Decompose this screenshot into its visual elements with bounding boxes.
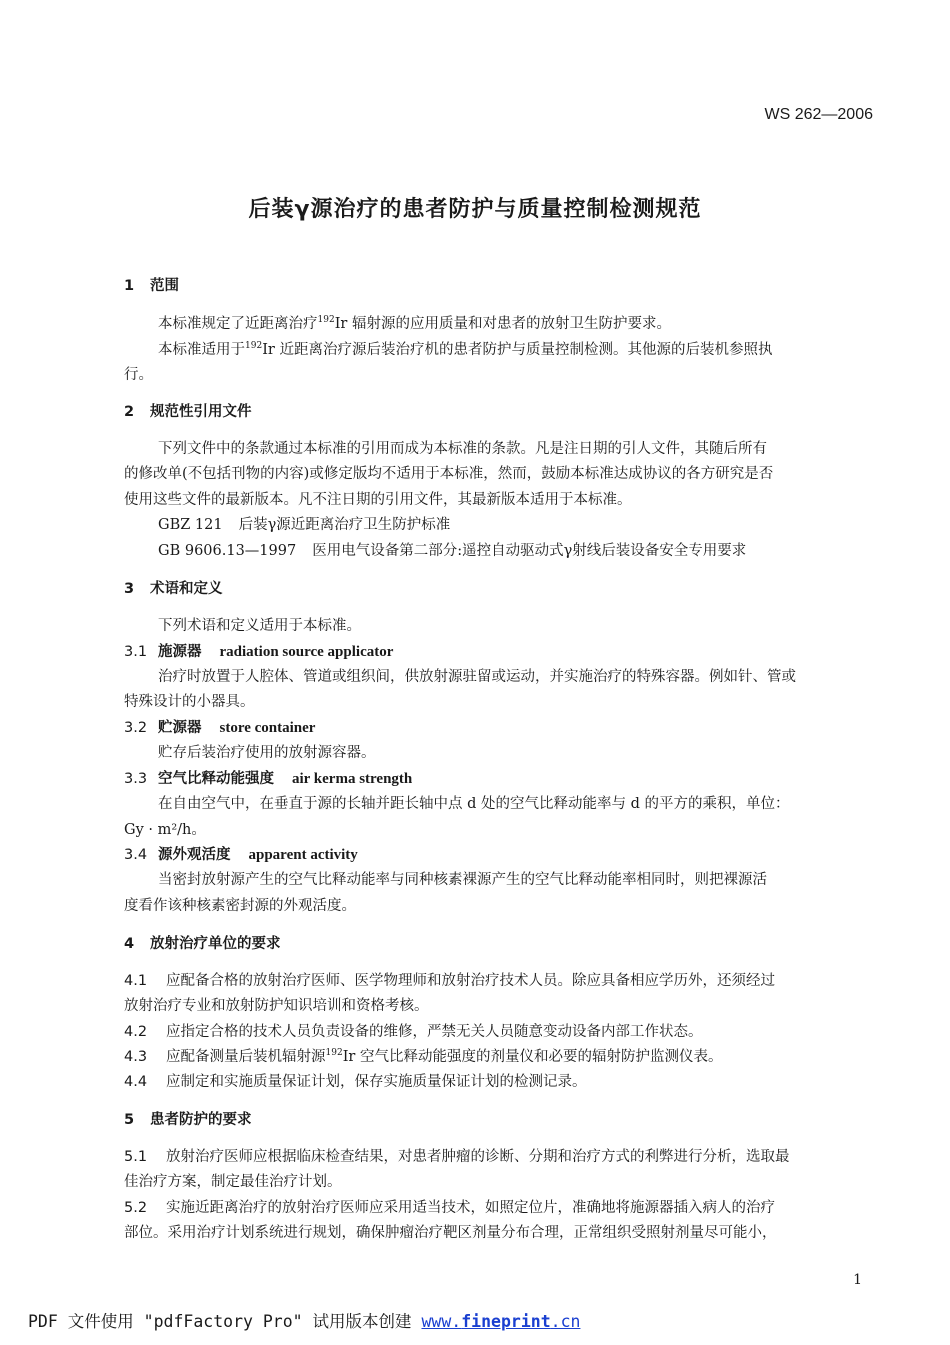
superscript: 192 <box>245 341 263 351</box>
clause-4-4 <box>124 1070 587 1091</box>
section-number: 5 <box>124 1112 135 1128</box>
term-3-3-def-line-2: Gy · m²/h。 <box>124 822 206 838</box>
clause-5-1-line-2: 佳治疗方案，制定最佳治疗计划。 <box>124 1174 342 1190</box>
section-number: 1 <box>124 278 135 294</box>
section-title: 放射治疗单位的要求 <box>150 936 281 952</box>
term-english: radiation source applicator <box>219 644 394 660</box>
reference-item-1 <box>158 513 450 534</box>
text: 本标准适用于 <box>158 342 245 358</box>
clause-text: 放射治疗医师应根据临床检查结果，对患者肿瘤的诊断、分期和治疗方式的利弊进行分析，选取最 <box>166 1149 790 1165</box>
term-3-1-def-line-2: 特殊设计的小器具。 <box>124 694 255 710</box>
clause-text: 应制定和实施质量保证计划，保存实施质量保证计划的检测记录。 <box>166 1074 587 1090</box>
references-line-2: 的修改单(不包括刊物的内容)或修定版均不适用于本标准，然而，鼓励本标准达成协议的各方研究是否 <box>124 466 774 482</box>
clause-number: 4.1 <box>124 973 148 989</box>
link-brand: fineprint <box>461 1312 551 1331</box>
section-4-heading <box>124 932 281 953</box>
term-chinese: 源外观活度 <box>158 847 231 863</box>
term-chinese: 贮源器 <box>158 720 202 736</box>
term-chinese: 空气比释动能强度 <box>158 771 274 787</box>
clause-text: 应配备测量后装机辐射源 <box>166 1049 326 1065</box>
term-3-4-def-line-2: 度看作该种核素密封源的外观活度。 <box>124 898 356 914</box>
text: 本标准规定了近距离治疗 <box>158 316 318 332</box>
text: Ir 辐射源的应用质量和对患者的放射卫生防护要求。 <box>334 316 671 332</box>
term-3-4-def-line-1: 当密封放射源产生的空气比释动能率与同种核素裸源产生的空气比释动能率相同时，则把裸源活 <box>158 872 767 888</box>
fineprint-link[interactable] <box>421 1312 580 1331</box>
superscript: 192 <box>325 1048 343 1058</box>
term-3-4-heading <box>124 843 358 864</box>
text: Ir 近距离治疗源后装治疗机的患者防护与质量控制检测。其他源的后装机参照执 <box>262 342 773 358</box>
clause-4-2 <box>124 1020 703 1041</box>
page-number: 1 <box>853 1272 862 1288</box>
superscript: 192 <box>317 315 335 325</box>
section-5-heading <box>124 1108 252 1129</box>
clause-4-3 <box>124 1045 722 1066</box>
reference-title: 后装γ源近距离治疗卫生防护标准 <box>238 517 451 533</box>
term-3-2-heading <box>124 716 315 737</box>
pdf-footer <box>28 1308 580 1332</box>
link-part: www. <box>421 1312 462 1331</box>
clause-text: 应配备合格的放射治疗医师、医学物理师和放射治疗技术人员。除应具备相应学历外，还须经过 <box>166 973 775 989</box>
section-number: 4 <box>124 936 135 952</box>
link-part: .cn <box>550 1312 581 1331</box>
term-3-3-heading <box>124 767 412 788</box>
term-english: store container <box>219 720 316 736</box>
terms-intro: 下列术语和定义适用于本标准。 <box>158 618 361 634</box>
clause-text: Ir 空气比释动能强度的剂量仪和必要的辐射防护监测仪表。 <box>342 1049 723 1065</box>
clause-number: 5.1 <box>124 1149 148 1165</box>
term-number: 3.2 <box>124 720 148 736</box>
clause-number: 4.4 <box>124 1074 148 1090</box>
section-title: 患者防护的要求 <box>150 1112 252 1128</box>
section-number: 3 <box>124 581 135 597</box>
clause-4-1-line-1 <box>124 969 775 990</box>
term-3-2-def: 贮存后装治疗使用的放射源容器。 <box>158 745 376 761</box>
scope-paragraph-1 <box>158 312 671 333</box>
reference-code: GBZ 121 <box>158 517 223 533</box>
references-line-1: 下列文件中的条款通过本标准的引用而成为本标准的条款。凡是注日期的引人文件，其随后所有 <box>158 441 767 457</box>
clause-number: 5.2 <box>124 1200 148 1216</box>
standard-number: WS 262—2006 <box>764 106 873 123</box>
section-number: 2 <box>124 404 135 420</box>
footer-text: PDF 文件使用 "pdfFactory Pro" 试用版本创建 <box>28 1312 422 1331</box>
term-3-1-def-line-1: 治疗时放置于人腔体、管道或组织间，供放射源驻留或运动，并实施治疗的特殊容器。例如针、管或 <box>158 669 796 685</box>
clause-5-2-line-1 <box>124 1196 775 1217</box>
reference-code: GB 9606.13—1997 <box>158 543 297 559</box>
section-3-heading <box>124 577 223 598</box>
clause-5-2-line-2: 部位。采用治疗计划系统进行规划，确保肿瘤治疗靶区剂量分布合理，正常组织受照射剂量尽可能小， <box>124 1225 777 1241</box>
section-2-heading <box>124 400 252 421</box>
section-1-heading <box>124 274 179 295</box>
section-title: 规范性引用文件 <box>150 404 252 420</box>
reference-title: 医用电气设备第二部分:遥控自动驱动式γ射线后装设备安全专用要求 <box>312 543 747 559</box>
references-line-3: 使用这些文件的最新版本。凡不注日期的引用文件，其最新版本适用于本标准。 <box>124 492 632 508</box>
reference-item-2 <box>158 539 746 560</box>
term-english: apparent activity <box>248 847 358 863</box>
term-number: 3.3 <box>124 771 148 787</box>
clause-number: 4.3 <box>124 1049 148 1065</box>
term-3-3-def-line-1: 在自由空气中，在垂直于源的长轴并距长轴中点 d 处的空气比释动能率与 d 的平方的乘积，单位： <box>158 796 790 812</box>
clause-number: 4.2 <box>124 1024 148 1040</box>
clause-text: 应指定合格的技术人员负责设备的维修，严禁无关人员随意变动设备内部工作状态。 <box>166 1024 703 1040</box>
term-3-1-heading <box>124 640 393 661</box>
document-title: 后装γ源治疗的患者防护与质量控制检测规范 <box>248 197 702 222</box>
clause-4-1-line-2: 放射治疗专业和放射防护知识培训和资格考核。 <box>124 998 429 1014</box>
scope-paragraph-2-cont: 行。 <box>124 367 153 383</box>
clause-5-1-line-1 <box>124 1145 790 1166</box>
term-chinese: 施源器 <box>158 644 202 660</box>
clause-text: 实施近距离治疗的放射治疗医师应采用适当技术，如照定位片，准确地将施源器插入病人的治疗 <box>166 1200 775 1216</box>
term-english: air kerma strength <box>292 771 413 787</box>
section-title: 术语和定义 <box>150 581 223 597</box>
scope-paragraph-2 <box>158 338 772 359</box>
section-title: 范围 <box>150 278 179 294</box>
term-number: 3.4 <box>124 847 148 863</box>
term-number: 3.1 <box>124 644 148 660</box>
